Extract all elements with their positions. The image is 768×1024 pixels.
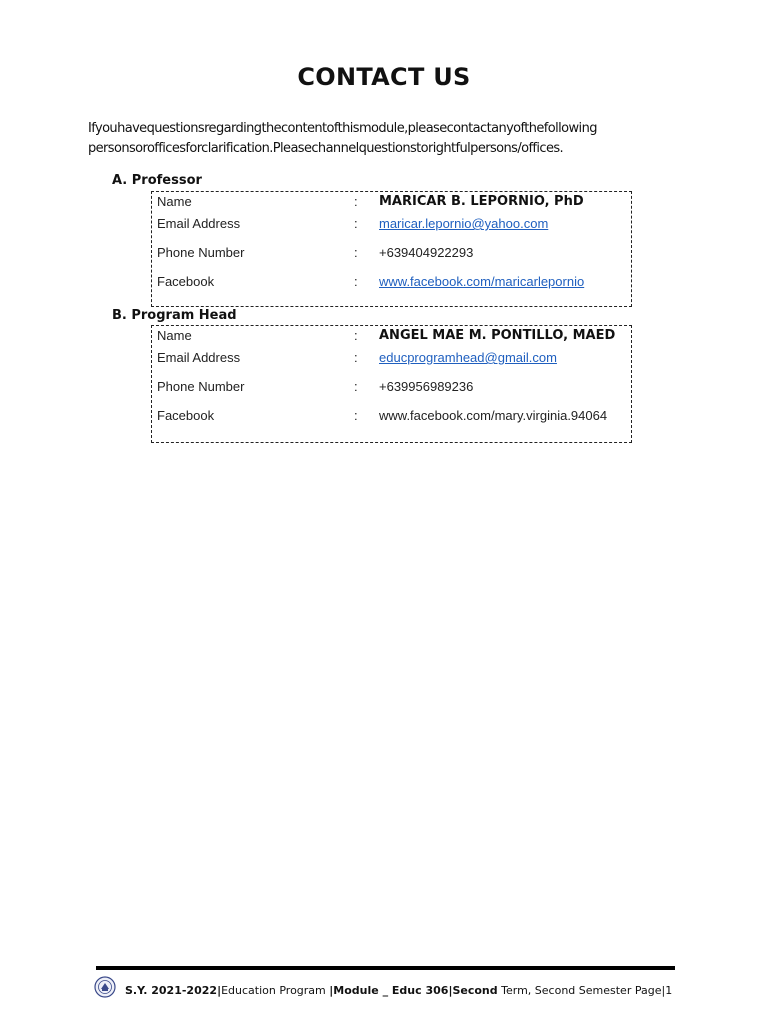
row-colon: :	[354, 194, 358, 209]
footer-page-number: 1	[665, 984, 673, 997]
program-head-email-link[interactable]: educprogramhead@gmail.com	[379, 350, 557, 365]
row-colon: :	[354, 350, 358, 365]
intro-line-1: Ifyouhavequestionsregardingthecontentofthismodule,pleasecontactanyofthefollowing	[88, 121, 597, 136]
professor-phone: +639404922293	[379, 245, 474, 260]
section-heading-program-head: B. Program Head	[112, 308, 237, 323]
row-label: Name	[157, 328, 192, 343]
professor-email-link[interactable]: maricar.lepornio@yahoo.com	[379, 216, 549, 231]
contact-row-facebook	[152, 406, 631, 426]
footer-term-bold: Second	[452, 984, 498, 997]
intro-line-2: personsorofficesforclarification.Pleasechannelquestionstorightfulpersons/offices.	[88, 141, 564, 156]
footer-program: Education Program	[221, 984, 326, 997]
row-label: Email Address	[157, 350, 241, 365]
section-heading-professor: A. Professor	[112, 173, 202, 188]
professor-facebook-link[interactable]: www.facebook.com/maricarlepornio	[379, 274, 585, 289]
row-label: Facebook	[157, 408, 215, 423]
contact-row-phone	[152, 243, 631, 263]
university-seal-icon	[94, 976, 116, 998]
row-colon: :	[354, 274, 358, 289]
row-colon: :	[354, 216, 358, 231]
contact-row-email	[152, 214, 631, 234]
footer-term: Term, Second Semester Page	[497, 984, 662, 997]
contact-row-name	[152, 326, 631, 346]
contact-box-professor	[151, 191, 632, 307]
program-head-facebook: www.facebook.com/mary.virginia.94064	[379, 408, 608, 423]
row-label: Phone Number	[157, 245, 245, 260]
row-colon: :	[354, 408, 358, 423]
footer-separator: |	[448, 984, 453, 997]
contact-row-phone	[152, 377, 631, 397]
row-label: Email Address	[157, 216, 241, 231]
row-colon: :	[354, 328, 358, 343]
intro-paragraph	[88, 119, 688, 159]
footer-divider	[96, 966, 675, 970]
page-footer	[94, 975, 684, 1003]
footer-separator: |	[329, 984, 334, 997]
page-title: CONTACT US	[297, 63, 471, 91]
contact-box-program-head	[151, 325, 632, 443]
row-label: Phone Number	[157, 379, 245, 394]
footer-school-year: S.Y. 2021-2022	[125, 984, 218, 997]
footer-text	[125, 977, 672, 1005]
row-colon: :	[354, 245, 358, 260]
row-label: Facebook	[157, 274, 215, 289]
row-colon: :	[354, 379, 358, 394]
row-label: Name	[157, 194, 192, 209]
professor-name: MARICAR B. LEPORNIO, PhD	[379, 194, 584, 209]
program-head-name: ANGEL MAE M. PONTILLO, MAED	[379, 328, 616, 343]
contact-row-email	[152, 348, 631, 368]
footer-separator: |	[217, 984, 222, 997]
program-head-phone: +639956989236	[379, 379, 474, 394]
contact-row-facebook	[152, 272, 631, 292]
footer-separator: |	[661, 984, 666, 997]
footer-module: Module _ Educ 306	[333, 984, 449, 997]
contact-row-name	[152, 192, 631, 212]
